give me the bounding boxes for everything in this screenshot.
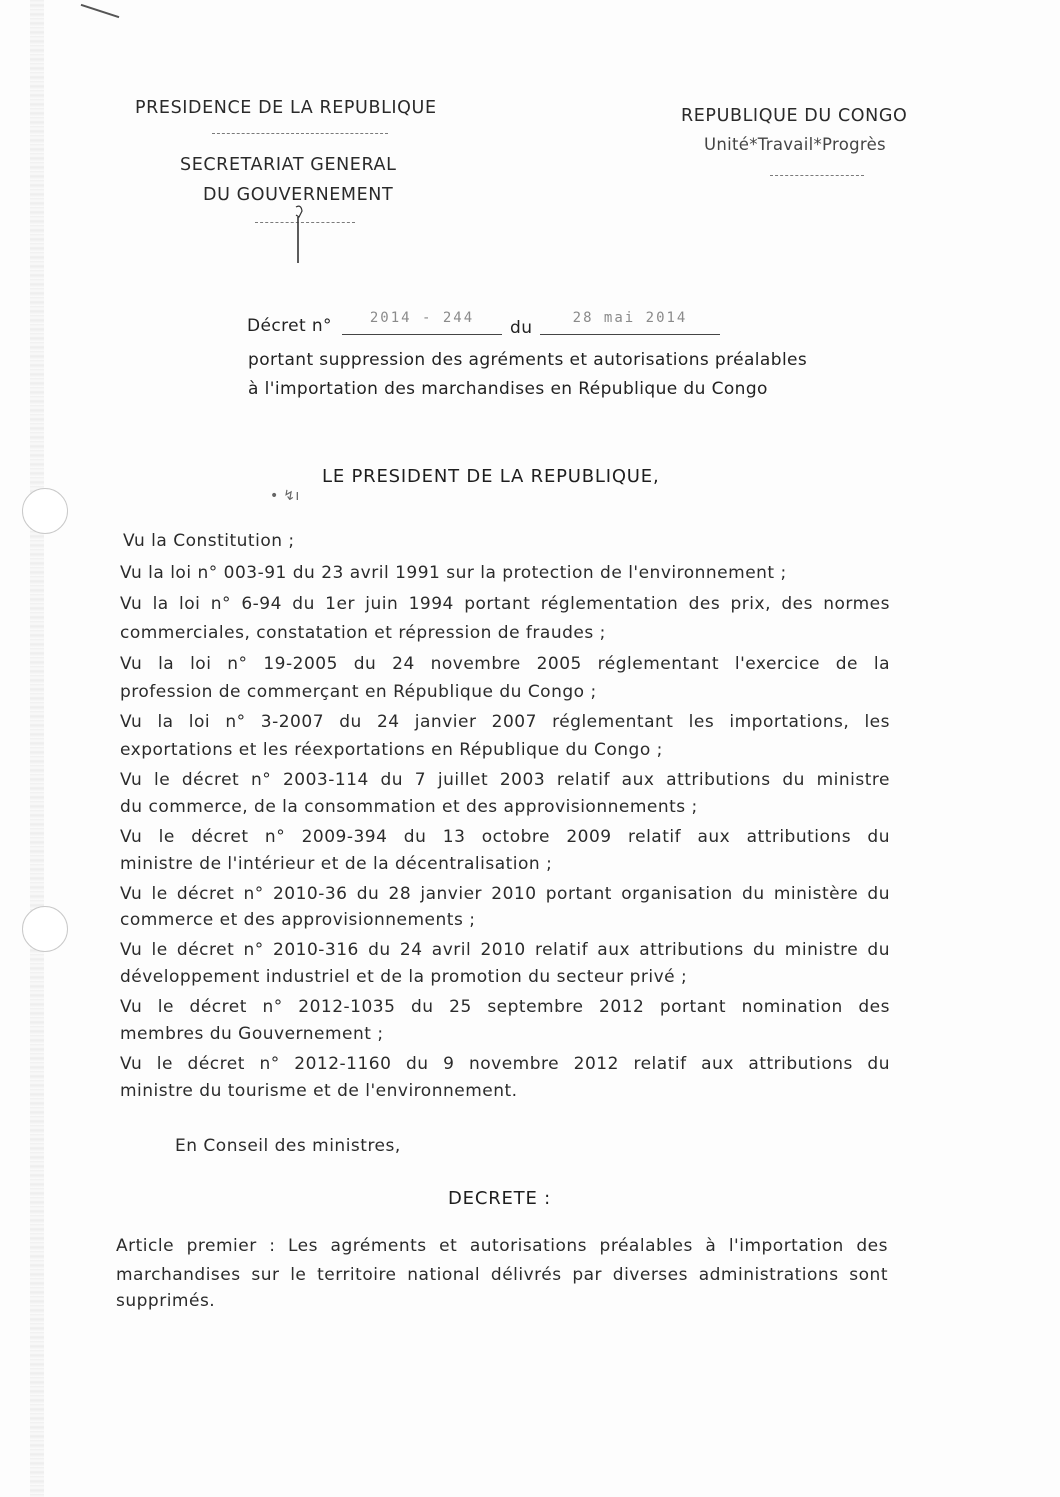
article-1-line3: supprimés. <box>116 1291 216 1311</box>
scan-binding-edge <box>30 0 44 1497</box>
header-gouvernement: DU GOUVERNEMENT <box>203 185 394 205</box>
visa-line: commerciales, constatation et répression de fraudes ; <box>120 623 606 643</box>
visa-line: Vu la loi n° 19-2005 du 24 novembre 2005 réglementant l'exercice de la <box>120 654 890 674</box>
header-republique: REPUBLIQUE DU CONGO <box>681 106 908 126</box>
header-secretariat: SECRETARIAT GENERAL <box>180 155 397 175</box>
visa-line: exportations et les réexportations en République du Congo ; <box>120 740 663 760</box>
president-heading: LE PRESIDENT DE LA REPUBLIQUE, <box>322 466 660 487</box>
article-1-line1: Article premier : Les agréments et autorisations préalables à l'importation des <box>116 1236 888 1256</box>
visa-line: Vu le décret n° 2010-316 du 24 avril 2010 relatif aux attributions du ministre du <box>120 940 890 960</box>
visa-line: Vu la loi n° 3-2007 du 24 janvier 2007 réglementant les importations, les <box>120 712 890 732</box>
visa-line: Vu le décret n° 2012-1035 du 25 septembre 2012 portant nomination des <box>120 997 890 1017</box>
header-left-divider <box>212 133 388 134</box>
visa-line: Vu la Constitution ; <box>123 531 295 551</box>
visa-line: Vu la loi n° 003-91 du 23 avril 1991 sur la protection de l'environnement ; <box>120 563 787 583</box>
decree-du: du <box>510 318 533 338</box>
visa-line: Vu le décret n° 2012-1160 du 9 novembre 2012 relatif aux attributions du <box>120 1054 890 1074</box>
visa-line: Vu le décret n° 2010-36 du 28 janvier 2010 portant organisation du ministère du <box>120 884 890 904</box>
decree-title-line1: portant suppression des agréments et autorisations préalables <box>248 350 808 370</box>
handwritten-mark <box>292 203 304 265</box>
visa-line: Vu le décret n° 2009-394 du 13 octobre 2009 relatif aux attributions du <box>120 827 890 847</box>
decree-date: 28 mai 2014 <box>540 310 720 335</box>
scan-artifact: • ↯ı <box>270 488 300 504</box>
visa-line: membres du Gouvernement ; <box>120 1024 384 1044</box>
scan-mark <box>81 4 120 18</box>
visa-line: du commerce, de la consommation et des approvisionnements ; <box>120 797 698 817</box>
conseil-line: En Conseil des ministres, <box>175 1136 401 1156</box>
decree-title-line2: à l'importation des marchandises en République du Congo <box>248 379 768 399</box>
visa-line: développement industriel et de la promotion du secteur privé ; <box>120 967 688 987</box>
visa-line: ministre de l'intérieur et de la décentralisation ; <box>120 854 553 874</box>
article-1-line2: marchandises sur le territoire national délivrés par diverses administrations sont <box>116 1265 888 1285</box>
header-presidence: PRESIDENCE DE LA REPUBLIQUE <box>135 98 437 118</box>
header-left-divider-2 <box>255 222 355 223</box>
visa-line: Vu le décret n° 2003-114 du 7 juillet 2003 relatif aux attributions du ministre <box>120 770 890 790</box>
visa-line: Vu la loi n° 6-94 du 1er juin 1994 portant réglementation des prix, des normes <box>120 594 890 614</box>
punch-hole-top <box>22 488 68 534</box>
visa-line: commerce et des approvisionnements ; <box>120 910 476 930</box>
visa-line: ministre du tourisme et de l'environnement. <box>120 1081 518 1101</box>
header-right-divider <box>770 175 864 176</box>
header-motto: Unité*Travail*Progrès <box>704 135 886 154</box>
decree-prefix: Décret n° <box>247 316 332 336</box>
visa-line: profession de commerçant en République du Congo ; <box>120 682 597 702</box>
decree-number: 2014 - 244 <box>342 310 502 335</box>
punch-hole-bottom <box>22 906 68 952</box>
decrete-heading: DECRETE : <box>448 1188 552 1209</box>
